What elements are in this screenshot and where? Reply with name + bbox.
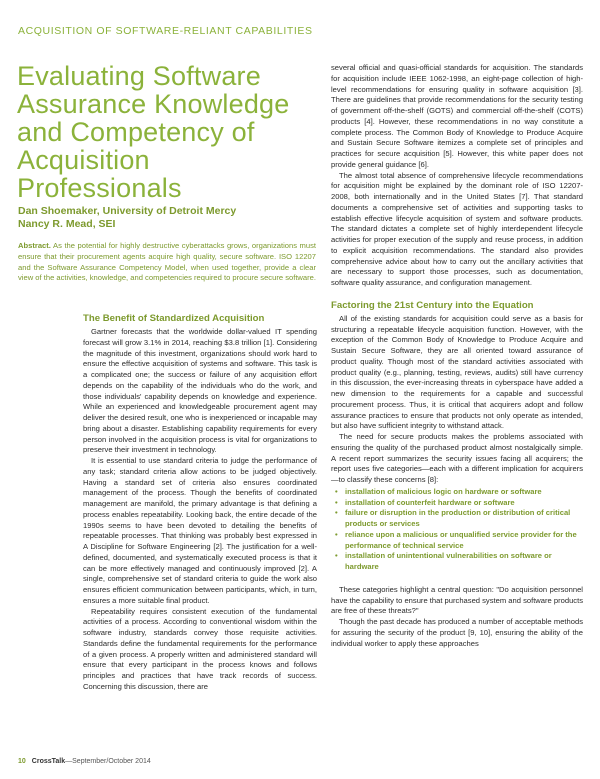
author-list [18,205,318,231]
abstract-label: Abstract. [18,241,51,250]
list-item [331,487,583,498]
paragraph: The almost total absence of comprehensive lifecycle recommendations for acquisition might be explained by the dominant role of ISO 12207-2008, both internationally and in the United States [7]. That standard documents a comprehensive set of activities and supporting tasks to establish effective lifecycle acquisition of system and software products. The standard dictates a complete set of highly interdependent lifecycle activities for proper execution of the supply and reuse process, in addition to explicit acquisition recommendations. The standard also provides comprehensive advice about how to carry out the ancillary activities that are necessary to support those processes, such as documentation, software quality assurance, and configuration management. [331,170,583,287]
paragraph: Gartner forecasts that the worldwide dollar-valued IT spending forecast will grow 3.1% in 2014, reaching $3.8 trillion [1]. Considering the magnitude of this investment, organizations should work hard to ensure the effective acquisition of systems and software. This task is a complicated one; the success or failure of any acquisition effort depends on the capability of the individuals who do the work, and those individuals' capability depends on knowledge and experience. While an experienced and knowledgeable procurement agent may deliver the desired result, one who is inexperienced or incapable may bring about a disaster. Establishing capability requirements for every person involved in the acquisition process is vital for organizations to preserve their investment in technology. [83,327,317,455]
bullet-icon: • [335,497,338,507]
magazine-name: CrossTalk [31,758,66,765]
section-heading-standardized-acquisition: The Benefit of Standardized Acquisition [83,313,265,324]
list-item-text: installation of counterfeit hardware or software [345,497,515,507]
concern-list [331,487,583,573]
left-column [83,313,317,693]
list-item [331,530,583,552]
paragraph: All of the existing standards for acquisition could serve as a basis for structuring a repeatable lifecycle acquisition function. However, with the exception of the Common Body of Knowledge to Produce Acquire and Sustain Secure Software, they are all oriented toward assurance of product quality. Though most of the standard activities associated with product quality (e.g., planning, testing, reviews, audits) still have currency in this discussion, the ever-increasing threats in cyberspace have added a new dimension to the requirements for a capable and successful procurement process. Thus, it is critical that acquirers adopt and follow assurance practices to ensure that products not only operate as intended, but also have sufficient integrity to withstand attack. [331,313,583,431]
abstract [18,241,316,284]
list-item [331,508,583,530]
paragraph: The need for secure products makes the problems associated with ensuring the quality of the purchased product almost nostalgically simple. A recent report summarizes the security issues facing all acquirers; the report uses five categories—each with a different implication for acquirers—to classify these concerns [8]: [331,432,583,484]
article-title: Evaluating Software Assurance Knowledge and Competency of Acquisition Professionals [17,61,290,203]
page-number: 10 [18,758,26,765]
list-item-text: failure or disruption in the production or distribution of critical products or services [345,508,571,528]
bullet-icon: • [335,529,338,539]
bullet-icon: • [335,508,338,518]
right-column [331,63,583,649]
list-item [331,498,583,509]
bullet-icon: • [335,486,338,496]
list-item-text: installation of unintentional vulnerabilities on software or hardware [345,551,552,571]
abstract-text: As the potential for highly destructive cyberattacks grows, organizations must ensure that their procurement agents acquire high quality, secure software. ISO 12207 and the Software Assurance Competency Model, when used together, provide a clear view of the activities, knowledge, and competencies required to procure secure software. [18,241,316,283]
paragraph: It is essential to use standard criteria to judge the performance of any task; standard criteria allow actions to be judged objectively. Having a standard set of criteria also ensures coordinated management of the process. Though the benefits of coordinated management are manifold, the primary advantage is that defining a process enables repeatability. Looking back, the entire decade of the 1990s seems to have been devoted to detailing the benefits of repeatable processes. That thinking was probably best expressed in A Discipline for Software Engineering [2]. The justification for a well-defined, documented, and systematically executed process is that it can be more effectively managed and continuously improved [2]. A single, comprehensive set of standard criteria to guide the work also ensures efficient communication between participants, which, in turn, ensures a more suitable final product. [83,456,317,605]
paragraph: Though the past decade has produced a number of acceptable methods for assuring the security of the product [9, 10], ensuring the ability of the individual worker to apply these approaches [331,617,583,648]
list-item-text: reliance upon a malicious or unqualified service provider for the performance of technical service [345,529,577,550]
paragraph: several official and quasi-official standards for acquisition. The standards for acquisition include IEEE 1062-1998, an eight-page collection of high-level recommendations for ensuring quality in software acquisition [3]. There are guidelines that provide recommendations for the security testing of government off-the-shelf (GOTS) and commercial off-the-shelf (COTS) products [4]. However, these recommendations in no way constitute a complete process. The Common Body of Knowledge to Produce Acquire and Sustain Secure Software itemizes a complete set of principles and practices for secure acquisition [5]. However, this white paper does not provide general guidance [6]. [331,63,583,169]
paragraph: Repeatability requires consistent execution of the fundamental activities of a process. According to conventional wisdom within the software industry, standards convey those requisite activities. Standards define the fundamental requirements for the performance of a given process. A properly written and administered standard will ensure that every participant in the process knows and follows principles and practices that have track records of success. Concerning this discussion, there are [83,606,317,691]
list-item [331,551,583,573]
issue-date: —September/October 2014 [65,758,151,765]
bullet-icon: • [335,551,338,561]
author-2: Nancy R. Mead, SEI [18,218,116,230]
page-footer [18,758,151,765]
running-head: ACQUISITION OF SOFTWARE-RELIANT CAPABILITIES [18,25,313,37]
paragraph: These categories highlight a central question: "Do acquisition personnel have the capability to ensure that purchased system and software products are free of these threats?" [331,584,584,616]
author-1: Dan Shoemaker, University of Detroit Mercy [18,205,237,217]
section-heading-21st-century: Factoring the 21st Century into the Equation [331,299,534,311]
list-item-text: installation of malicious logic on hardware or software [345,486,542,496]
